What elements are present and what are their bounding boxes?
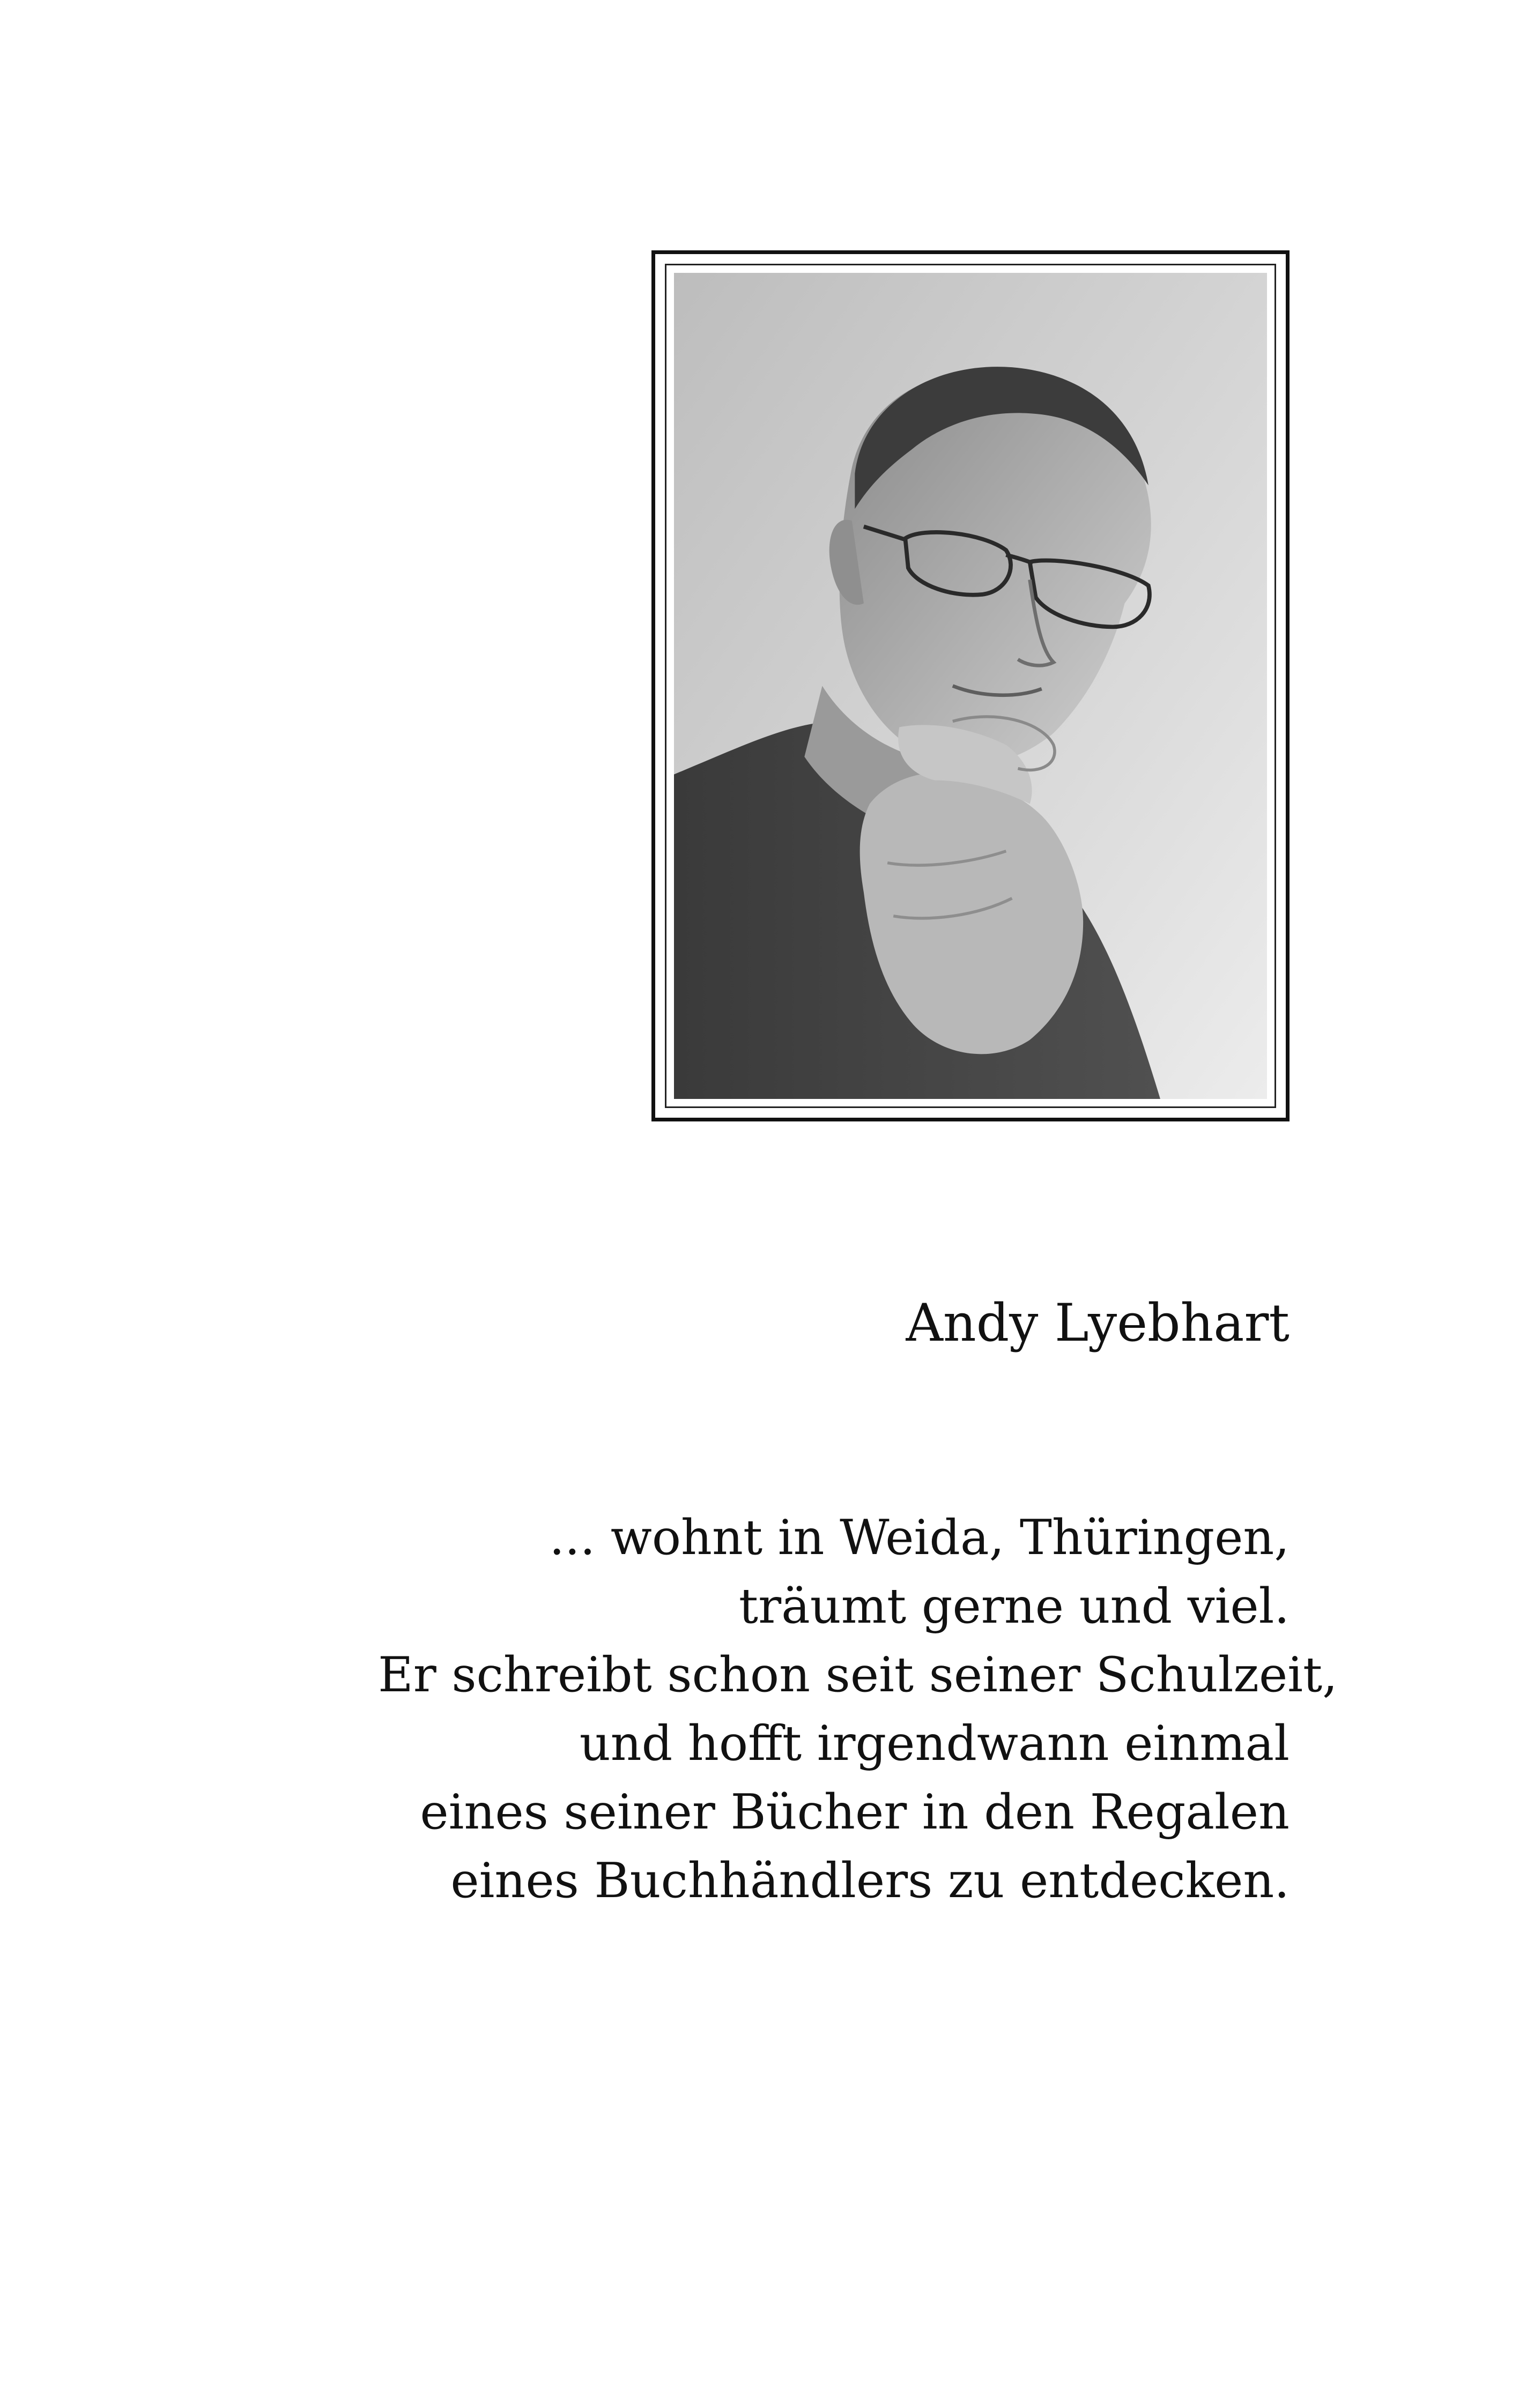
bio-line: und hofft irgendwann einmal xyxy=(579,1715,1290,1772)
author-bio xyxy=(378,1504,1338,1915)
portrait-inner-border xyxy=(665,264,1276,1108)
portrait-illustration xyxy=(674,273,1267,1099)
bio-line: Er schreibt schon seit seiner Schulzeit, xyxy=(378,1647,1338,1703)
bio-line: träumt gerne und viel. xyxy=(738,1578,1290,1634)
bio-line: eines seiner Bücher in den Regalen xyxy=(420,1784,1290,1840)
author-name: Andy Lyebhart xyxy=(906,1293,1290,1353)
bio-line: ... wohnt in Weida, Thüringen, xyxy=(549,1510,1290,1566)
author-portrait-photo xyxy=(674,273,1267,1099)
portrait-frame xyxy=(651,250,1290,1121)
bio-line: eines Buchhändlers zu entdecken. xyxy=(450,1853,1290,1909)
